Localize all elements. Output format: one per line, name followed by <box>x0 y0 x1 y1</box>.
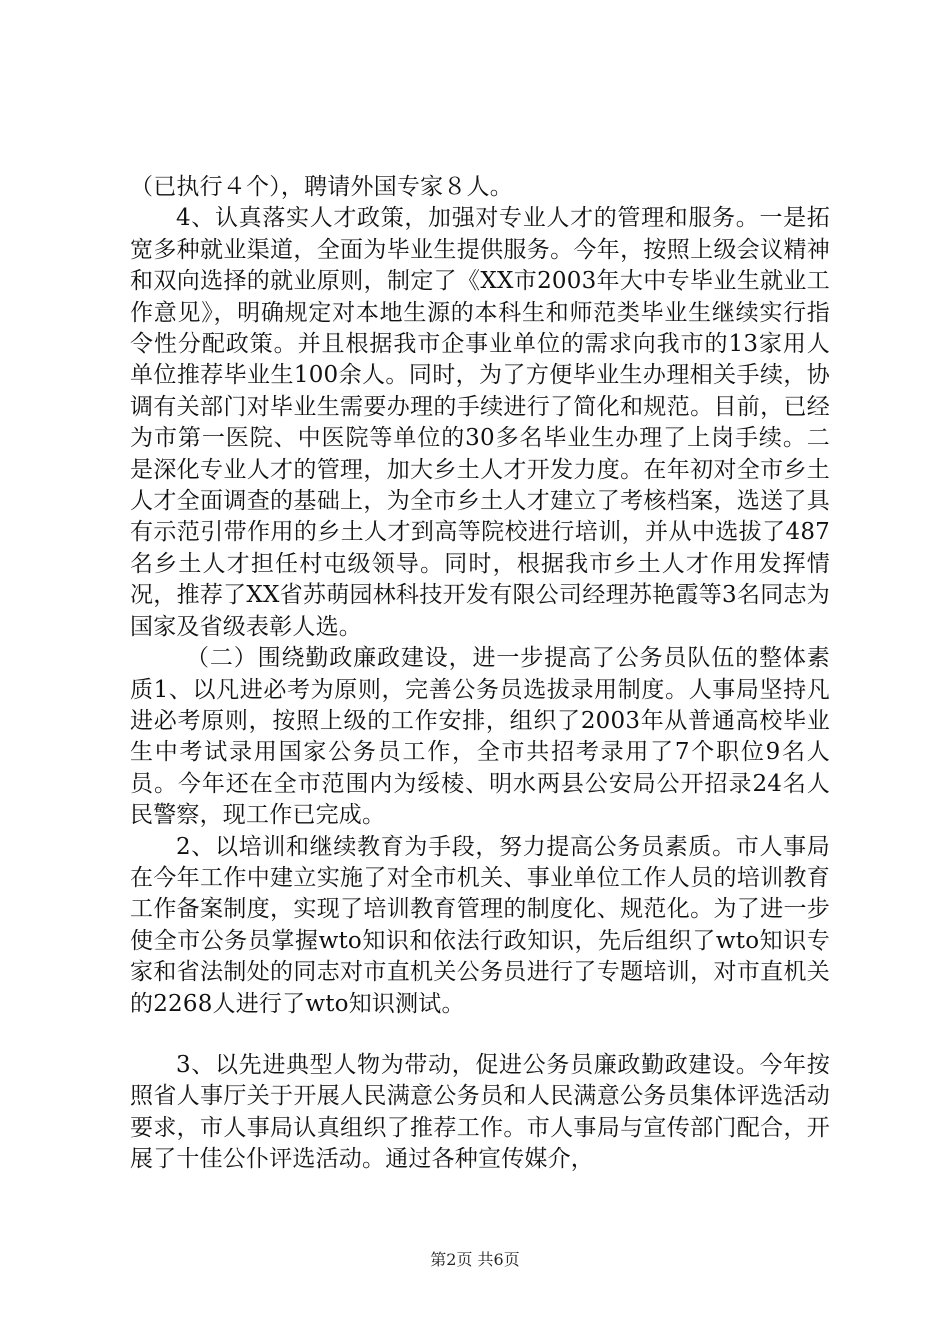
paragraph-continuation: （已执行４个），聘请外国专家８人。 <box>130 174 513 200</box>
page-number: 第2页 共6页 <box>430 1250 520 1269</box>
page-footer <box>0 1247 950 1270</box>
paragraph-training: 2、以培训和继续教育为手段，努力提高公务员素质。市人事局在今年工作中建立实施了对全市机关、事业单位工作人员的培训教育工作备案制度，实现了培训教育管理的制度化、规范化。为了进一步使全市公务员掌握wto知识和依法行政知识，先后组织了wto知识专家和省法制处的同志对市直机关公务员进行了专题培训，对市直机关的2268人进行了wto知识测试。 <box>130 833 830 1017</box>
paragraph-civil-servant-recruitment: （二）围绕勤政廉政建设，进一步提高了公务员队伍的整体素质1、以凡进必考为原则，完善公务员选拔录用制度。人事局坚持凡进必考原则，按照上级的工作安排，组织了2003年从普通高校毕业生中考试录用国家公务员工作，全市共招考录用了7个职位9名人员。今年还在全市范围内为绥棱、明水两县公安局公开招录24名人民警察，现工作已完成。 <box>130 645 830 829</box>
paragraph-exemplary-figures: 3、以先进典型人物为带动，促进公务员廉政勤政建设。今年按照省人事厅关于开展人民满意公务员和人民满意公务员集体评选活动要求，市人事局认真组织了推荐工作。市人事局与宣传部门配合，开展了十佳公仆评选活动。通过各种宣传媒介， <box>130 1051 830 1173</box>
document-body <box>130 172 830 1176</box>
paragraph-talent-policy: 4、认真落实人才政策，加强对专业人才的管理和服务。一是拓宽多种就业渠道，全面为毕业生提供服务。今年，按照上级会议精神和双向选择的就业原则，制定了《XX市2003年大中专毕业生就业工作意见》，明确规定对本地生源的本科生和师范类毕业生继续实行指令性分配政策。并且根据我市企事业单位的需求向我市的13家用人单位推荐毕业生100余人。同时，为了方便毕业生办理相关手续，协调有关部门对毕业生需要办理的手续进行了简化和规范。目前，已经为市第一医院、中医院等单位的30多名毕业生办理了上岗手续。二是深化专业人才的管理，加大乡土人才开发力度。在年初对全市乡土人才全面调查的基础上，为全市乡土人才建立了考核档案，选送了具有示范引带作用的乡土人才到高等院校进行培训，并从中选拔了487名乡土人才担任村屯级领导。同时，根据我市乡土人才作用发挥情况，推荐了XX省苏萌园林科技开发有限公司经理苏艳霞等3名同志为国家及省级表彰人选。 <box>130 205 830 640</box>
